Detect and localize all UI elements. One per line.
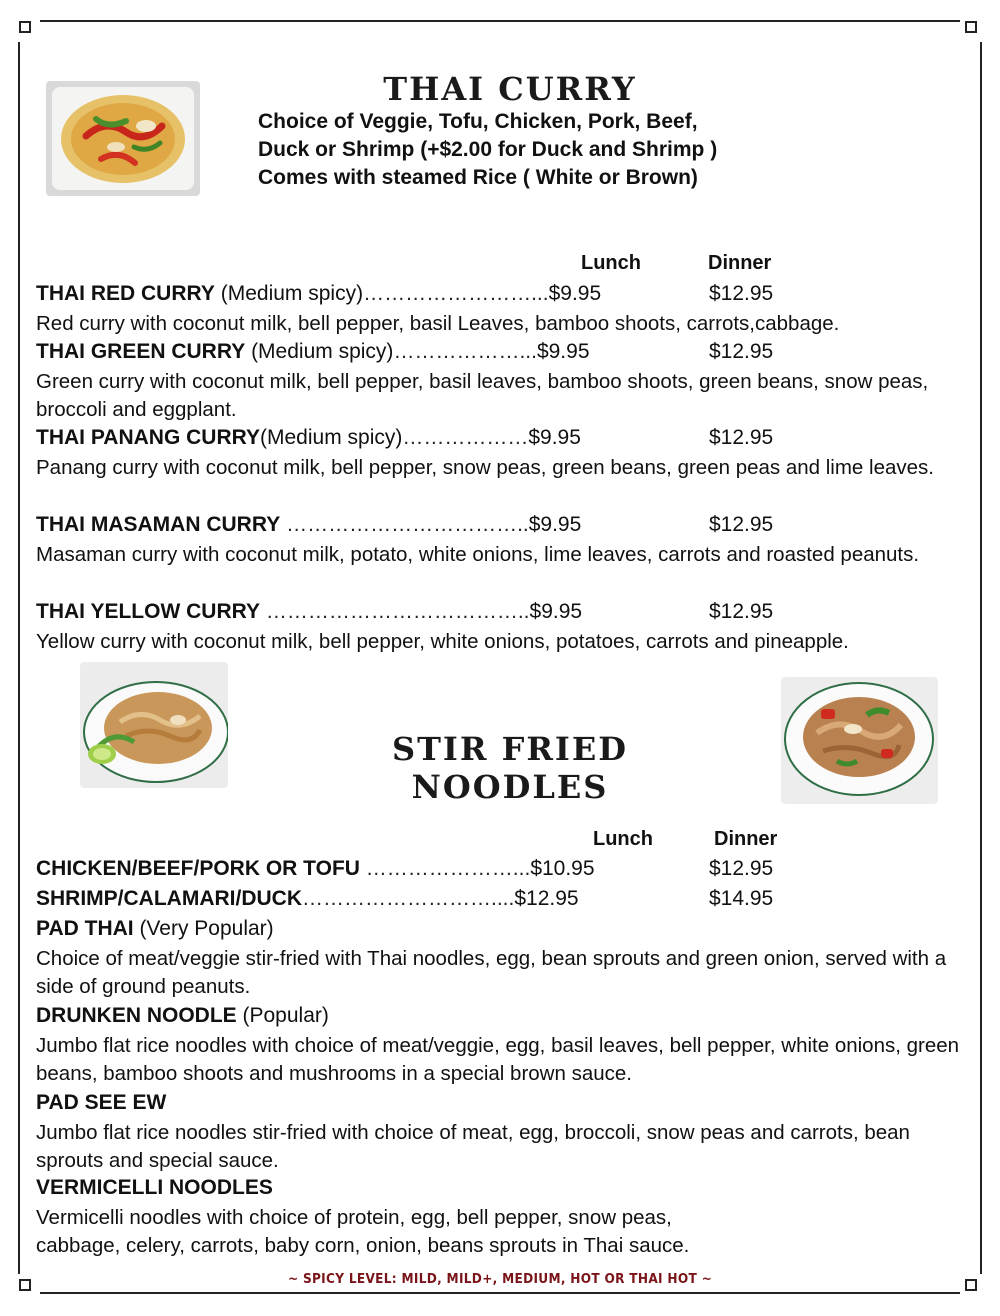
thai-curry-heading: THAI CURRY [383, 70, 637, 108]
item-name: THAI YELLOW CURRY [36, 600, 260, 623]
intro-line: Comes with steamed Rice ( White or Brown) [258, 166, 698, 189]
intro-line: Duck or Shrimp (+$2.00 for Duck and Shrimp ) [258, 138, 718, 161]
item-name: THAI RED CURRY [36, 282, 215, 305]
menu-item-thai-masaman-curry [36, 513, 774, 541]
item-name: CHICKEN/BEEF/PORK OR TOFU [36, 857, 360, 880]
lunch-price: $9.95 [548, 282, 602, 305]
dinner-price: $12.95 [709, 857, 774, 880]
item-note: (Popular) [236, 1004, 329, 1027]
item-name: PAD THAI [36, 917, 134, 940]
item-name: DRUNKEN NOODLE [36, 1004, 237, 1027]
price-row-shrimp-calamari-duck [36, 887, 774, 915]
description-line: cabbage, celery, carrots, baby corn, onion, beans sprouts in Thai sauce. [36, 1233, 690, 1257]
menu-item-thai-yellow-curry [36, 600, 774, 628]
thai-curry-intro [258, 108, 717, 192]
menu-item-thai-red-curry [36, 282, 774, 310]
menu-item-pad-see-ew [36, 1091, 166, 1119]
price-row-chicken-beef-pork-tofu [36, 857, 774, 885]
menu-item-drunken-noodle [36, 1004, 329, 1032]
dinner-column-header: Dinner [708, 252, 772, 274]
dinner-price: $12.95 [709, 513, 774, 536]
dot-leader: ………………... [393, 340, 537, 363]
item-description: Jumbo flat rice noodles with choice of meat/veggie, egg, basil leaves, bell pepper, white onions, green beans, bamboo shoots and mushrooms in a special brown sauce. [36, 1034, 960, 1085]
item-description: Red curry with coconut milk, bell pepper, basil Leaves, bamboo shoots, carrots,cabbage. [36, 312, 840, 335]
lunch-column-header: Lunch [593, 828, 653, 850]
item-description: Panang curry with coconut milk, bell pepper, snow peas, green beans, green peas and lime leaves. [36, 456, 934, 479]
corner-ornament [960, 16, 986, 42]
item-description [36, 1204, 976, 1259]
item-description: Yellow curry with coconut milk, bell pepper, white onions, potatoes, carrots and pineapple. [36, 630, 849, 653]
item-name: VERMICELLI NOODLES [36, 1176, 273, 1199]
item-note: (Very Popular) [133, 917, 274, 940]
dinner-price: $12.95 [709, 340, 774, 363]
lunch-price: $10.95 [530, 857, 595, 880]
stir-fried-noodles-heading: STIR FRIED NOODLES [391, 730, 629, 806]
menu-item-pad-thai [36, 917, 274, 945]
lunch-column-header: Lunch [581, 252, 641, 274]
pad-thai-photo [80, 662, 228, 788]
lunch-price: $9.95 [529, 600, 583, 623]
drunken-noodle-photo [781, 677, 938, 804]
thai-curry-photo [46, 81, 200, 196]
intro-line: Choice of Veggie, Tofu, Chicken, Pork, Beef, [258, 110, 698, 133]
dinner-price: $12.95 [709, 282, 774, 305]
dinner-column-header: Dinner [714, 828, 778, 850]
dinner-price: $12.95 [709, 426, 774, 449]
dot-leader: …………………... [359, 857, 531, 880]
item-description: Masaman curry with coconut milk, potato, white onions, lime leaves, carrots and roasted peanuts. [36, 543, 920, 566]
spicy-level-text: ~ SPICY LEVEL: MILD, MILD+, MEDIUM, HOT OR THAI HOT ~ [282, 1271, 718, 1287]
dot-leader: ……………………….... [302, 887, 515, 910]
item-note: (Medium spicy) [260, 426, 403, 449]
item-name: THAI GREEN CURRY [36, 340, 246, 363]
lunch-price: $9.95 [536, 340, 590, 363]
dot-leader: ……………………... [363, 282, 549, 305]
item-note: (Medium spicy) [245, 340, 394, 363]
lunch-price: $12.95 [514, 887, 579, 910]
lunch-price: $9.95 [528, 426, 581, 449]
dot-leader: …………………………….. [286, 513, 529, 536]
item-name: THAI PANANG CURRY [36, 426, 260, 449]
menu-item-vermicelli-noodles [36, 1176, 273, 1204]
item-description: Jumbo flat rice noodles stir-fried with choice of meat, egg, broccoli, snow peas and carrots, bean sprouts and special sauce. [36, 1121, 910, 1172]
dinner-price: $14.95 [709, 887, 774, 910]
item-description: Green curry with coconut milk, bell pepper, basil leaves, bamboo shoots, green beans, snow peas, broccoli and eggplant. [36, 370, 929, 421]
item-name: THAI MASAMAN CURRY [36, 513, 281, 536]
corner-ornament [14, 16, 40, 42]
menu-item-thai-panang-curry [36, 426, 774, 454]
spicy-level-footer [0, 1271, 1000, 1287]
dot-leader: ……………… [402, 426, 529, 449]
item-description: Choice of meat/veggie stir-fried with Thai noodles, egg, bean sprouts and green onion, served with a side of ground peanuts. [36, 947, 947, 998]
dinner-price: $12.95 [709, 600, 774, 623]
description-line: Vermicelli noodles with choice of protein, egg, bell pepper, snow peas, [36, 1206, 672, 1229]
item-note: (Medium spicy) [214, 282, 364, 305]
item-name: PAD SEE EW [36, 1091, 167, 1114]
dot-leader: ……………………………….. [265, 600, 530, 623]
lunch-price: $9.95 [528, 513, 582, 536]
menu-item-thai-green-curry [36, 340, 774, 368]
item-name: SHRIMP/CALAMARI/DUCK [36, 887, 302, 910]
